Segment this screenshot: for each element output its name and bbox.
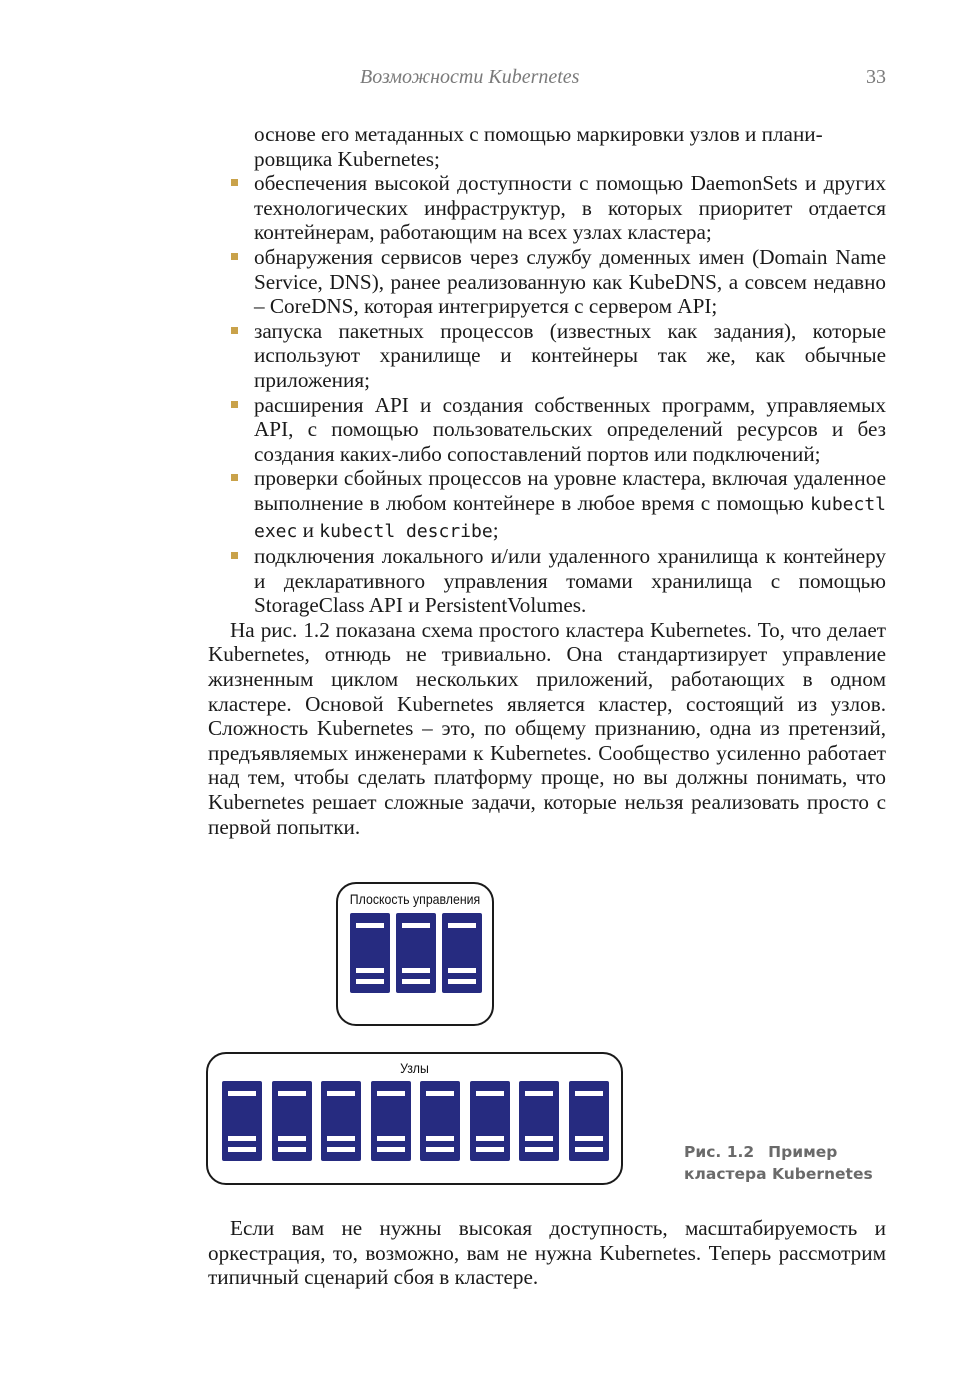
bullet-icon (231, 552, 238, 559)
continuation-line: основе его метаданных с помощью маркировки узлов и плани- (254, 122, 823, 146)
server-bar (525, 1091, 553, 1096)
node-server-icon (569, 1081, 609, 1161)
server-bar (228, 1136, 256, 1141)
server-bar (377, 1147, 405, 1152)
server-bar (278, 1147, 306, 1152)
list-item: обнаружения сервисов через службу доменных имен (Domain Name Service, DNS), ранее реализованную как KubeDNS, а совсем недавно – CoreDNS, которая интегрируется с сервером API; (208, 245, 886, 319)
server-bar (476, 1091, 504, 1096)
server-bar (228, 1091, 256, 1096)
server-bar (327, 1136, 355, 1141)
list-item: проверки сбойных процессов на уровне кластера, включая удаленное выполнение в любом контейнере в любое время с помощью kubectl exec и kubectl describe; (208, 466, 886, 544)
server-bar (356, 968, 384, 973)
list-item: обеспечения высокой доступности с помощью DaemonSets и других технологических инфраструктур, в которых приоритет отдается контейнерам, работающим на всех узлах кластера; (208, 171, 886, 245)
server-bar (402, 979, 430, 984)
paragraph: Если вам не нужны высокая доступность, масштабируемость и оркестрация, то, возможно, вам не нужна Kubernetes. Теперь рассмотрим типичный сценарий сбоя в кластере. (208, 1216, 886, 1290)
bullet-icon (231, 327, 238, 334)
server-bar (426, 1091, 454, 1096)
code-kubectl-exec: kubectl exec (254, 493, 886, 542)
server-bar (525, 1136, 553, 1141)
node-server-icon (321, 1081, 361, 1161)
page-number: 33 (866, 66, 886, 88)
control-plane-server-icon (350, 913, 390, 993)
caption-label: Рис. 1.2 (684, 1143, 755, 1161)
server-bar (402, 923, 430, 928)
node-server-icon (272, 1081, 312, 1161)
server-bar (278, 1091, 306, 1096)
control-plane-server-icon (396, 913, 436, 993)
server-bar (575, 1147, 603, 1152)
running-head (208, 66, 886, 92)
server-bar (426, 1136, 454, 1141)
server-bar (426, 1147, 454, 1152)
code-kubectl-describe: kubectl describe (319, 520, 493, 542)
server-bar (327, 1147, 355, 1152)
server-bar (575, 1136, 603, 1141)
server-bar (278, 1136, 306, 1141)
server-bar (448, 923, 476, 928)
server-bar (448, 979, 476, 984)
bullet-icon (231, 474, 238, 481)
server-bar (448, 968, 476, 973)
caption-text: Пример кластера Kubernetes (684, 1143, 873, 1183)
node-server-icon (470, 1081, 510, 1161)
server-bar (228, 1147, 256, 1152)
bullet-icon (231, 253, 238, 260)
server-bar (402, 968, 430, 973)
main-text (208, 122, 886, 839)
control-plane-label: Плоскость управления (349, 891, 481, 907)
feature-list (208, 171, 886, 618)
list-item: подключения локального и/или удаленного хранилища к контейнеру и декларативного управления томами хранилища с помощью StorageClass API и PersistentVolumes. (208, 544, 886, 618)
server-bar (356, 923, 384, 928)
figure-caption (684, 1141, 884, 1185)
server-bar (575, 1091, 603, 1096)
control-plane-box (336, 882, 494, 1026)
bullet-icon (231, 401, 238, 408)
server-bar (476, 1147, 504, 1152)
node-server-icon (222, 1081, 262, 1161)
list-item: запуска пакетных процессов (известных как задания), которые используют хранилище и контейнеры так же, как обычные приложения; (208, 319, 886, 393)
control-plane-server-icon (442, 913, 482, 993)
server-bar (327, 1091, 355, 1096)
continuation-text (254, 122, 886, 171)
node-server-icon (371, 1081, 411, 1161)
server-bar (356, 979, 384, 984)
node-server-icon (519, 1081, 559, 1161)
nodes-label: Узлы (400, 1060, 429, 1076)
paragraph: На рис. 1.2 показана схема простого кластера Kubernetes. То, что делает Kubernetes, отнюдь не тривиально. Она стандартизирует управление жизненным циклом нескольких приложений, работающих в одном кластере. Основой Kubernetes является кластер, состоящий из узлов. Сложность Kubernetes – это, по общему признанию, одна из претензий, предъявляемых инженерами к Kubernetes. Сообщество усиленно работает над тем, чтобы сделать платформу проще, но вы должны понимать, что Kubernetes решает сложные задачи, которые нельзя реализовать просто с первой попытки. (208, 617, 886, 839)
continuation-line: ровщика Kubernetes; (254, 146, 440, 171)
server-bar (377, 1136, 405, 1141)
server-bar (377, 1091, 405, 1096)
list-item: расширения API и создания собственных программ, управляемых API, с помощью пользовательских определений ресурсов и без создания каких-либо сопоставлений портов или подключений; (208, 393, 886, 467)
nodes-box (206, 1052, 623, 1185)
main-text-continued (208, 1216, 886, 1290)
node-server-icon (420, 1081, 460, 1161)
running-title: Возможности Kubernetes (360, 66, 580, 88)
server-bar (476, 1136, 504, 1141)
bullet-icon (231, 179, 238, 186)
server-bar (525, 1147, 553, 1152)
